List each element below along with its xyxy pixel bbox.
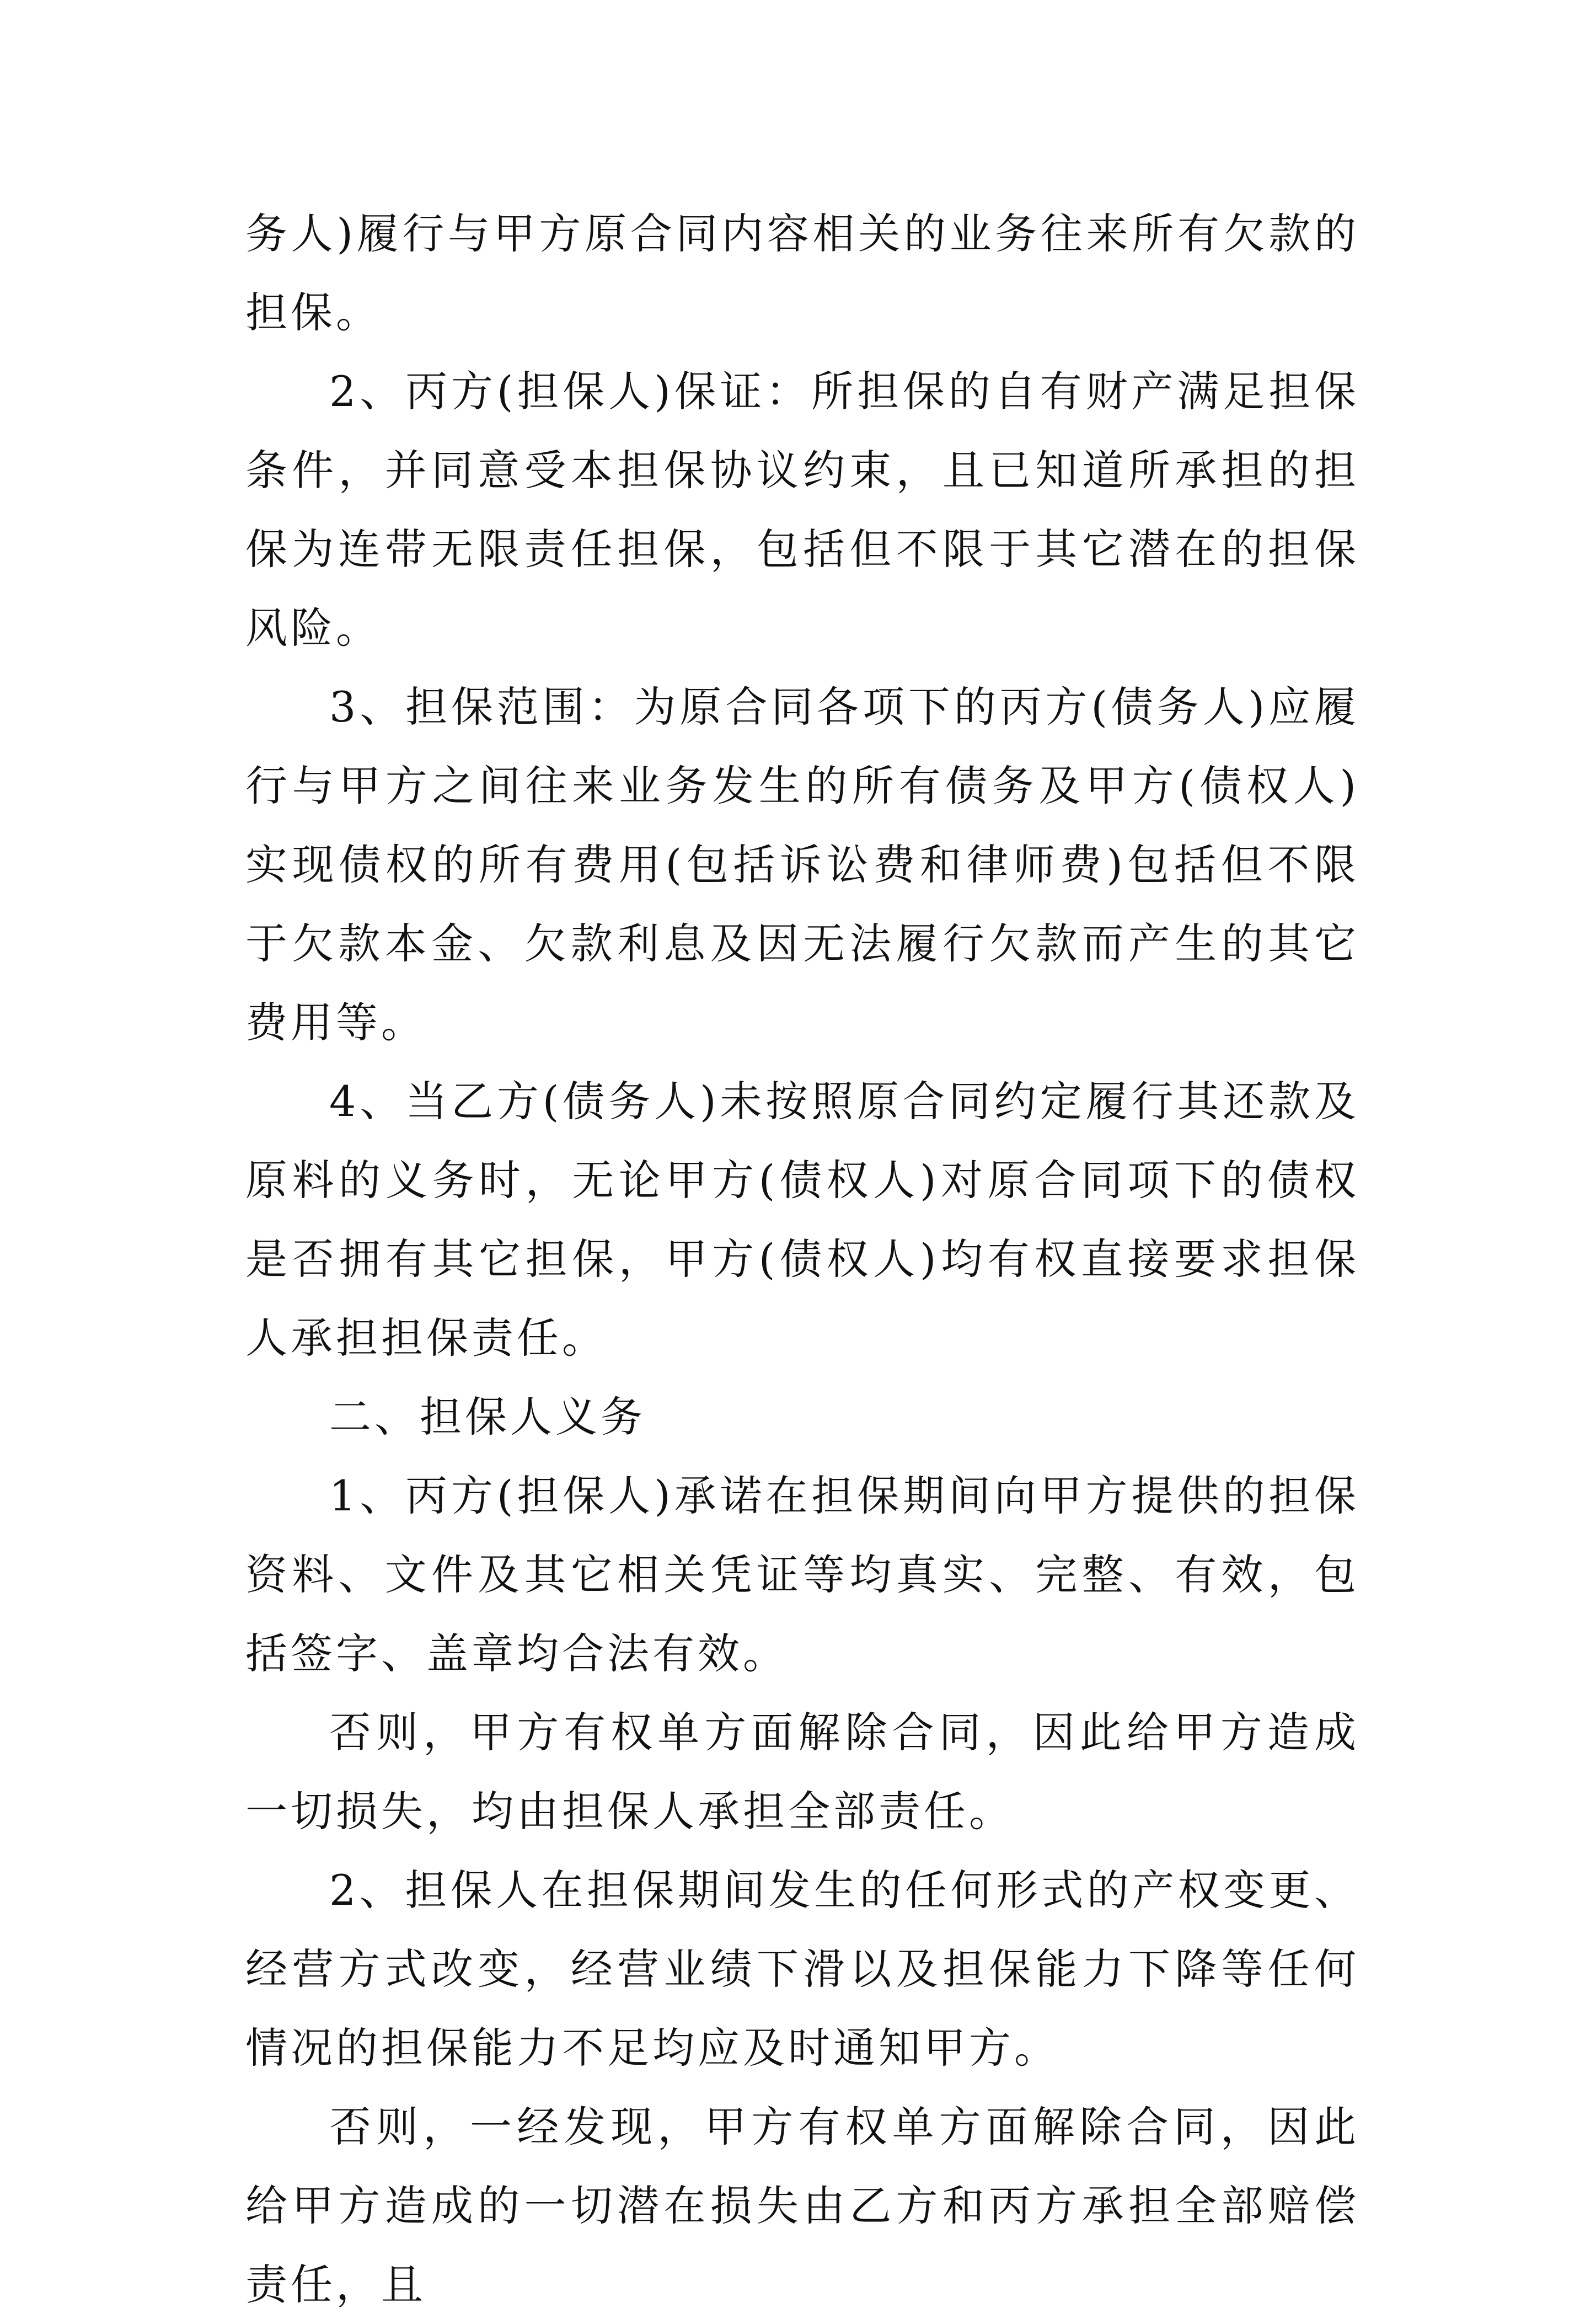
section-heading-guarantor-obligations: 二、担保人义务: [329, 1392, 646, 1441]
paragraph-obligation-2-notify-changes: 2、担保人在担保期间发生的任何形式的产权变更、经营方式改变，经营业绩下滑以及担保能力下降等任何情况的担保能力不足均应及时通知甲方。: [245, 1866, 1359, 2072]
paragraph-clause-2-guarantor-warranty: 2、丙方(担保人)保证：所担保的自有财产满足担保条件，并同意受本担保协议约束，且已知道所承担的担保为连带无限责任担保，包括但不限于其它潜在的担保风险。: [245, 367, 1359, 653]
paragraph-obligation-1-consequence: 否则，甲方有权单方面解除合同，因此给甲方造成一切损失，均由担保人承担全部责任。: [245, 1708, 1359, 1836]
document-body: [245, 194, 1359, 2324]
paragraph-obligation-2-consequence: 否则，一经发现，甲方有权单方面解除合同，因此给甲方造成的一切潜在损失由乙方和丙方承担全部赔偿责任，且: [245, 2102, 1359, 2309]
paragraph-clause-4-direct-claim: 4、当乙方(债务人)未按照原合同约定履行其还款及原料的义务时，无论甲方(债权人)对原合同项下的债权是否拥有其它担保，甲方(债权人)均有权直接要求担保人承担担保责任。: [245, 1077, 1359, 1363]
paragraph-clause-3-guarantee-range: 3、担保范围：为原合同各项下的丙方(债务人)应履行与甲方之间往来业务发生的所有债务及甲方(债权人)实现债权的所有费用(包括诉讼费和律师费)包括但不限于欠款本金、欠款利息及因无法履行欠款而产生的其它费用等。: [245, 682, 1359, 1047]
paragraph-obligation-1-true-documents: 1、丙方(担保人)承诺在担保期间向甲方提供的担保资料、文件及其它相关凭证等均真实、完整、有效，包括签字、盖章均合法有效。: [245, 1471, 1359, 1678]
paragraph-guarantee-scope-continued: 务人)履行与甲方原合同内容相关的业务往来所有欠款的担保。: [245, 209, 1359, 337]
